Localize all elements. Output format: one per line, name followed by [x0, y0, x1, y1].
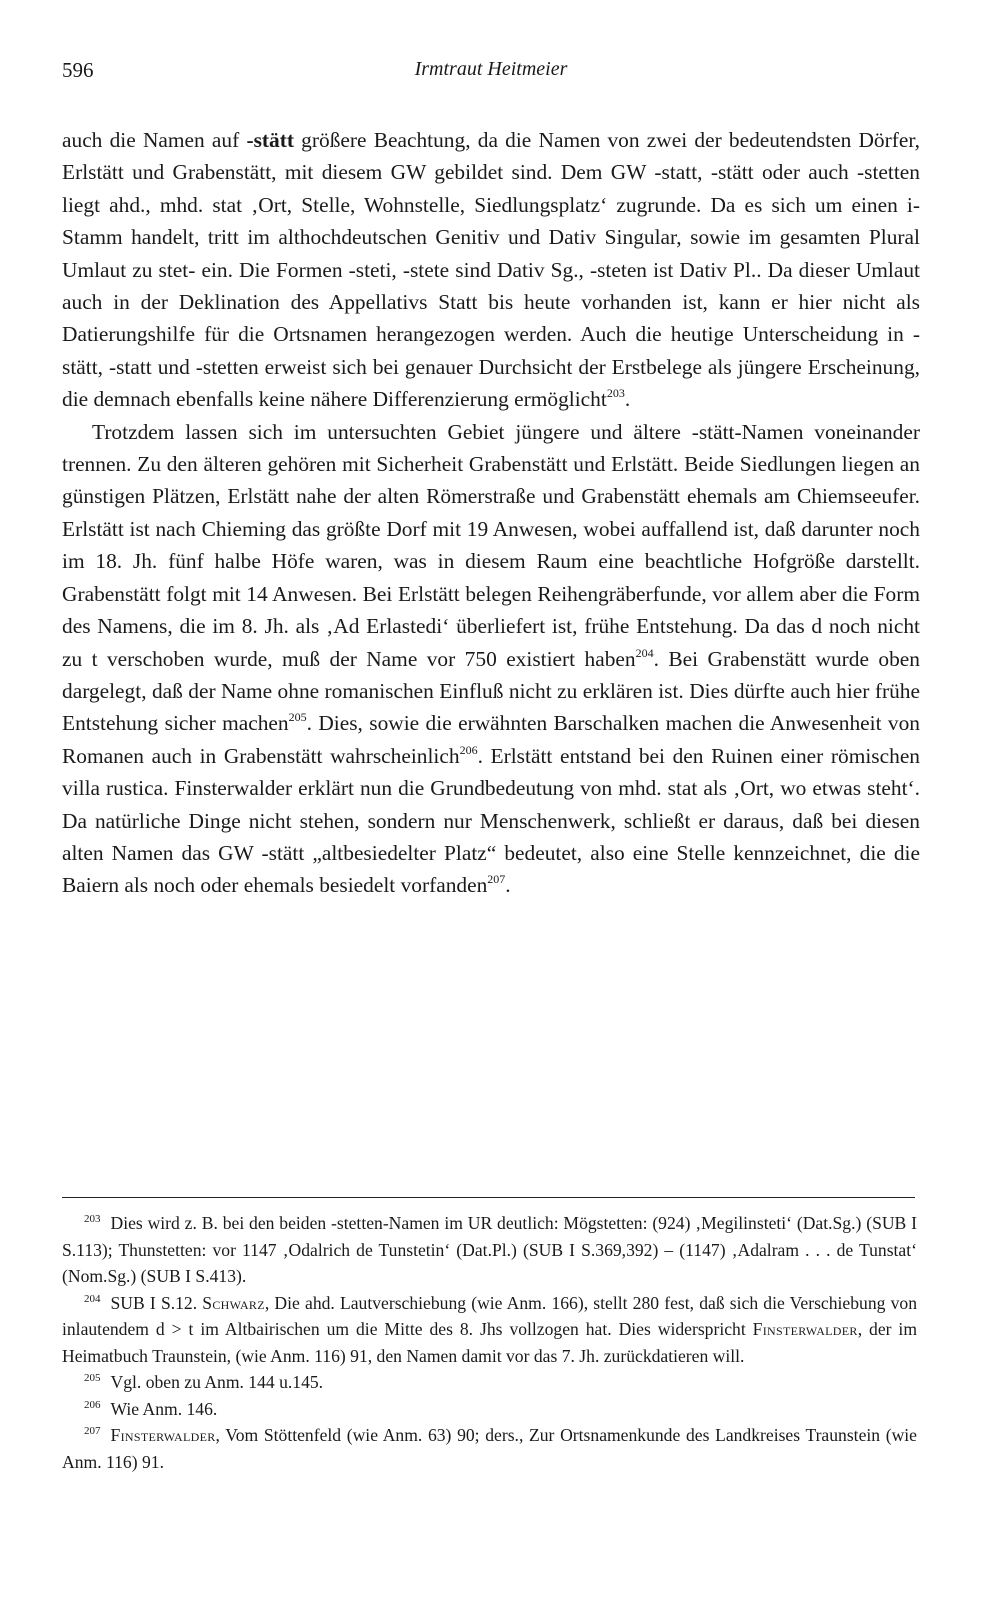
text-run: . Erlstätt entstand bei den Ruinen einer römischen villa rustica. Finsterwalder erklärt nun die Grundbedeutung von mhd. stat als ‚Ort, wo etwas steht‘. Da natürliche Dinge nicht stehen, sondern nur Menschenwerk, schließt er daraus, daß bei diesen alten Namen das GW -stätt „altbesiedelter Platz“ bedeutet, also eine Stelle kennzeichnet, die die Baiern als noch oder ehemals besiedelt vorfanden	[62, 743, 921, 898]
footnote-text: SUB I S.12.	[110, 1292, 203, 1313]
page-number: 596	[62, 58, 94, 82]
footnote-number: 207	[84, 1425, 101, 1437]
footnote-separator	[62, 1197, 915, 1198]
text-run: größere Beachtung, da die Namen von zwei der bedeutendsten Dörfer, Erlstätt und Grabenstätt, mit diesem GW gebildet sind. Dem GW -statt, -stätt oder auch -stetten liegt ahd., mhd. stat ‚Ort, Stelle, Wohnstelle, Siedlungsplatz‘ zugrunde. Da es sich um einen i-Stamm handelt, tritt im althochdeutschen Genitiv und Dativ Singular, sowie im gesamten Plural Umlaut zu stet- ein. Die Formen -steti, -stete sind Dativ Sg., -steten ist Dativ Pl.. Da dieser Umlaut auch in der Deklination des Appellativs Statt bis heute vorhanden ist, kann er hier nicht als Datierungshilfe für die Ortsnamen herangezogen werden. Auch die heutige Unterscheidung in -stätt, -statt und -stetten erweist sich bei genauer Durchsicht der Erstbelege als jüngere Erscheinung, die demnach ebenfalls keine nähere Differenzierung ermöglicht	[62, 128, 920, 412]
text-run: . Dies, sowie die erwähnten Barschalken machen die Anwesenheit von Romanen auch in Grabenstätt wahrscheinlich	[62, 711, 921, 768]
footnote-204	[62, 1290, 917, 1370]
footnote-number: 203	[84, 1213, 101, 1225]
footnote-text: , Vom Stöttenfeld (wie Anm. 63) 90; ders., Zur Ortsnamenkunde des Landkreises Traunstein (wie Anm. 116) 91.	[62, 1425, 917, 1472]
body-text	[62, 124, 920, 902]
footnote-203	[62, 1210, 917, 1290]
footnote-text: , der im Heimatbuch Traunstein, (wie Anm. 116) 91, den Namen damit vor das 7. Jh. zurückdatieren will.	[62, 1319, 918, 1366]
page-header	[62, 58, 920, 88]
footnote-text: Dies wird z. B. bei den beiden -stetten-Namen im UR deutlich: Mögstetten: (924) ‚Megilinsteti‘ (Dat.Sg.) (SUB I S.113); Thunstetten: vor 1147 ‚Odalrich de Tunstetin‘ (Dat.Pl.) (SUB I S.369,392) – (1147) ‚Adalram . . . de Tunstat‘ (Nom.Sg.) (SUB I S.413).	[62, 1213, 917, 1286]
author-name: Finsterwalder	[110, 1425, 216, 1445]
footnote-ref-204[interactable]: 204	[635, 645, 654, 660]
footnote-text: , Die ahd. Lautverschiebung (wie Anm. 166), stellt 280 fest, daß sich die Verschiebung von inlautendem d > t im Altbairischen um die Mitte des 8. Jhs vollzogen hat. Dies widerspricht	[62, 1292, 917, 1339]
bold-term: -stätt	[246, 128, 294, 152]
footnote-ref-206[interactable]: 206	[459, 742, 478, 757]
footnote-207	[62, 1422, 917, 1475]
footnotes	[62, 1210, 917, 1475]
author-name: Schwarz	[202, 1292, 265, 1313]
footnote-ref-207[interactable]: 207	[487, 872, 506, 887]
text-run: auch die Namen auf	[62, 128, 247, 152]
text-run: Trotzdem lassen sich im untersuchten Gebiet jüngere und ältere -stätt-Namen voneinander trennen. Zu den älteren gehören mit Sicherheit Grabenstätt und Erlstätt. Beide Siedlungen liegen an günstigen Plätzen, Erlstätt nahe der alten Römerstraße und Grabenstätt ehemals am Chiemseeufer. Erlstätt ist nach Chieming das größte Dorf mit 19 Anwesen, wobei auffallend ist, daß darunter noch im 18. Jh. fünf halbe Höfe waren, was in diesem Raum eine beachtliche Hofgröße darstellt. Grabenstätt folgt mit 14 Anwesen. Bei Erlstätt belegen Reihengräberfunde, vor allem aber die Form des Namens, die im 8. Jh. als ‚Ad Erlastedi‘ überliefert ist, frühe Entstehung. Da das d noch nicht zu t verschoben wurde, muß der Name vor 750 existiert haben	[62, 419, 920, 671]
footnote-text: Wie Anm. 146.	[110, 1398, 218, 1419]
paragraph-1	[62, 124, 920, 416]
text-run: . Bei Grabenstätt wurde oben dargelegt, daß der Name ohne romanischen Einfluß nicht zu erklären ist. Dies dürfte auch hier frühe Entstehung sicher machen	[62, 646, 920, 736]
footnote-206	[62, 1396, 917, 1423]
footnote-205	[62, 1369, 917, 1396]
footnote-number: 206	[84, 1398, 101, 1411]
paragraph-2	[62, 416, 920, 902]
text-run: .	[505, 873, 511, 898]
footnote-ref-205[interactable]: 205	[288, 710, 307, 725]
footnote-number: 204	[84, 1292, 101, 1305]
running-head-author: Irmtraut Heitmeier	[414, 58, 568, 80]
author-name: Finsterwalder	[752, 1319, 858, 1339]
text-run: .	[624, 387, 631, 412]
footnote-number: 205	[84, 1372, 101, 1384]
footnote-ref-203[interactable]: 203	[606, 386, 625, 401]
footnote-text: Vgl. oben zu Anm. 144 u.145.	[110, 1372, 324, 1392]
